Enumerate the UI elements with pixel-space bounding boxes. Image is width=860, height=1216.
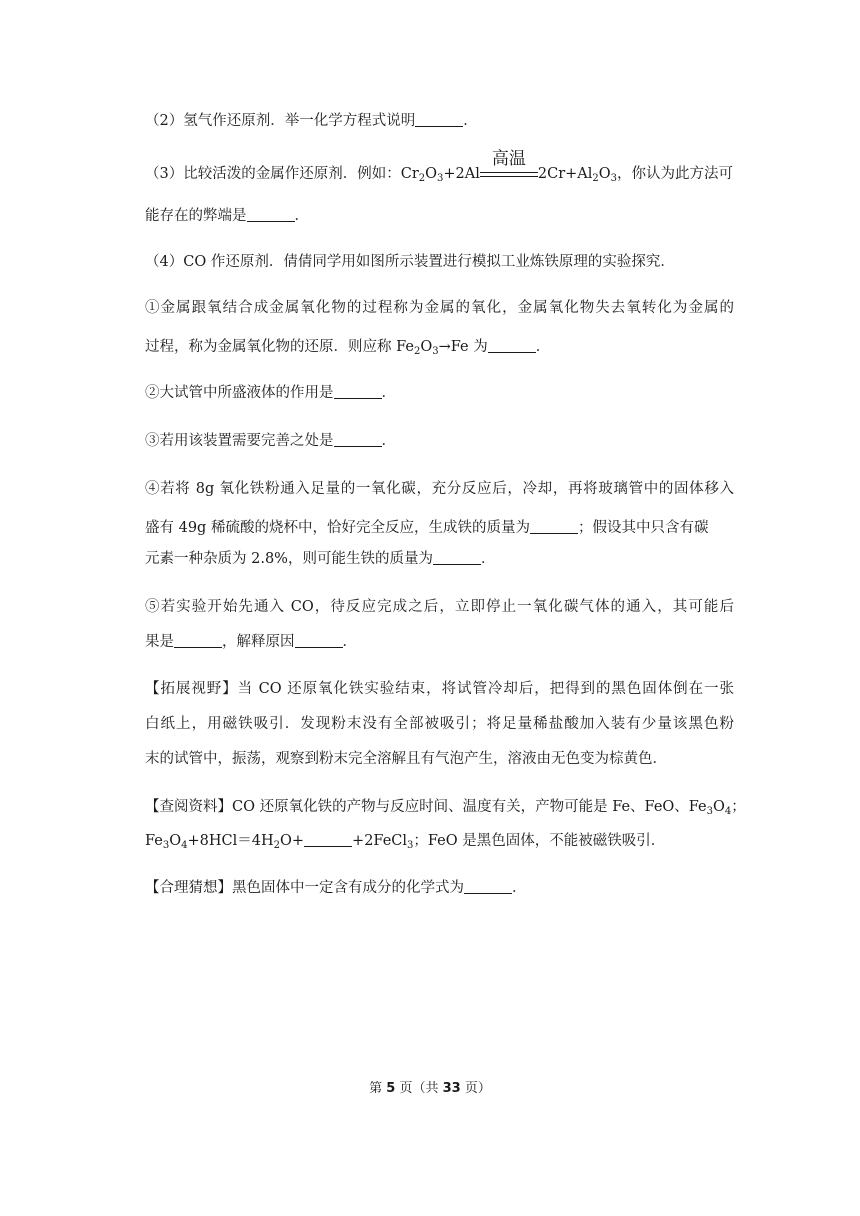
question-3-line-2: 能存在的弊端是 ． — [145, 208, 309, 224]
equals-bar-bottom — [480, 176, 538, 177]
sub-question-4-line-2: 盛有 49g 稀硫酸的烧杯中，恰好完全反应，生成铁的质量为 ；假设其中只含有碳 — [145, 520, 709, 536]
sub-question-2: ②大试管中所盛液体的作用是 ． — [145, 385, 396, 401]
sub-question-3: ③若用该装置需要完善之处是 ． — [145, 433, 396, 449]
answer-blank — [247, 206, 295, 222]
answer-blank — [334, 431, 382, 447]
sub-question-5: ⑤若实验开始先通入 CO，待反应完成之后，立即停止一氧化碳气体的通入，其可能后 — [145, 599, 734, 615]
question-2: （2）氢气作还原剂．举一化学方程式说明 ． — [145, 113, 478, 129]
sub-question-1: ①金属跟氧结合成金属氧化物的过程称为金属的氧化，金属氧化物失去氧转化为金属的 — [145, 300, 734, 316]
page-footer: 第 5 页（共 33 页） — [369, 1081, 491, 1096]
sub-question-1-line-2: 过程，称为金属氧化物的还原．则应称 $Fe_2O_3\to Fe$ 为 ． — [145, 339, 551, 357]
reference-paragraph: 【查阅资料】CO 还原氧化铁的产物与反应时间、温度有关，产物可能是 Fe、FeO、$Fe_3O_4$； — [145, 799, 746, 817]
answer-blank — [304, 831, 352, 847]
question-4: （4）CO 作还原剂．倩倩同学用如图所示装置进行模拟工业炼铁原理的实验探究． — [145, 254, 675, 270]
extension-paragraph-line-3: 末的试管中，振荡，观察到粉末完全溶解且有气泡产生，溶液由无色变为棕黄色． — [145, 751, 667, 767]
answer-blank — [530, 518, 578, 534]
hypothesis-paragraph: 【合理猜想】黑色固体中一定含有成分的化学式为 ． — [145, 880, 527, 896]
sub-question-5-line-2: 果是 ，解释原因 ． — [145, 634, 357, 650]
answer-blank — [295, 632, 343, 648]
answer-blank — [174, 632, 222, 648]
equals-bar-top — [480, 172, 538, 173]
sub-question-4: ④若将 8g 氧化铁粉通入足量的一氧化碳，充分反应后，冷却，再将玻璃管中的固体移入 — [145, 481, 734, 497]
answer-blank — [415, 111, 463, 127]
sub-question-4-line-3: 元素一种杂质为 2.8%，则可能生铁的质量为 ． — [145, 551, 496, 567]
extension-paragraph: 【拓展视野】当 CO 还原氧化铁实验结束，将试管冷却后，把得到的黑色固体倒在一张 — [145, 681, 734, 697]
answer-blank — [464, 878, 512, 894]
extension-paragraph-line-2: 白纸上，用磁铁吸引．发现粉末没有全部被吸引；将足量稀盐酸加入装有少量该黑色粉 — [145, 716, 734, 732]
question-3: （3）比较活泼的金属作还原剂．例如：$Cr_2O_3+2Al$ 高温 $2Cr+Al_2O_3$，你认为此方法可 — [145, 149, 734, 184]
answer-blank — [433, 549, 481, 565]
answer-blank — [334, 383, 382, 399]
reaction-condition: 高温 — [480, 164, 538, 184]
reference-paragraph-line-2: $Fe_3O_4+8HCl=4H_2O+$ +2FeCl$_3$；FeO 是黑色固体，不能被磁铁吸引． — [145, 833, 666, 851]
answer-blank — [488, 337, 536, 353]
